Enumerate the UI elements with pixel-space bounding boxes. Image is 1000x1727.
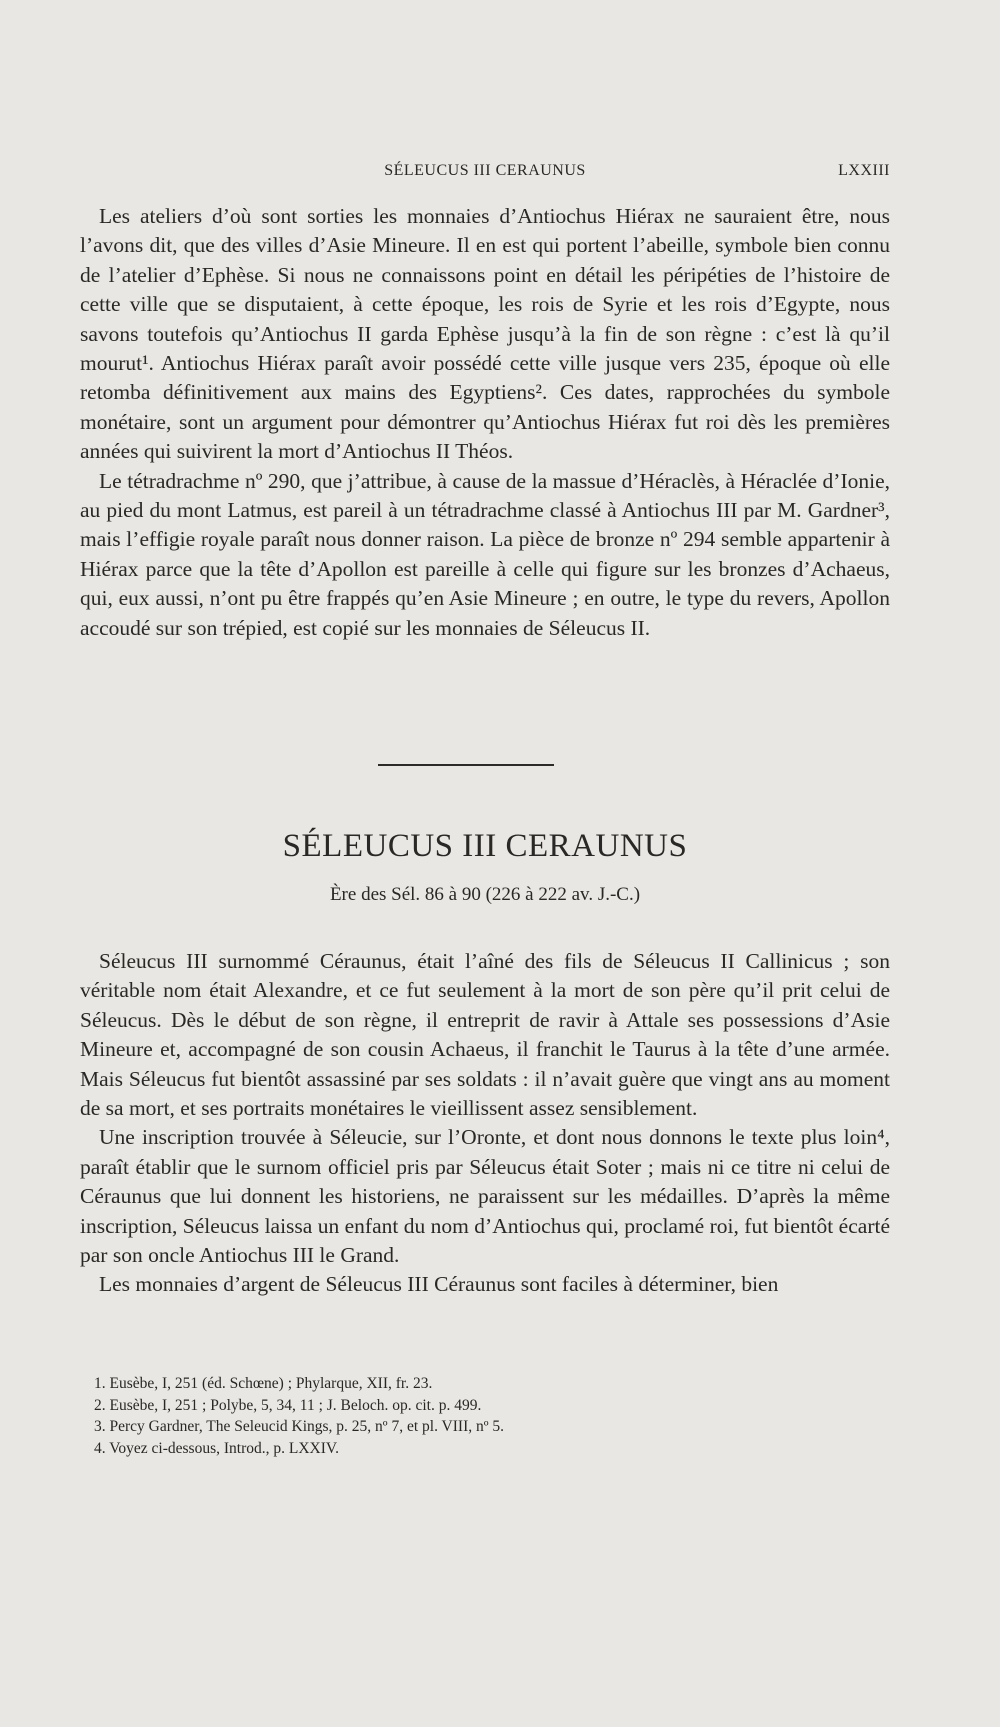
running-head	[80, 162, 890, 186]
footnote: 1. Eusèbe, I, 251 (éd. Schœne) ; Phylarque, XII, fr. 23.	[94, 1375, 433, 1392]
footnote: 3. Percy Gardner, The Seleucid Kings, p. 25, nº 7, et pl. VIII, nº 5.	[94, 1418, 505, 1436]
running-head-title: SÉLEUCUS III CERAUNUS	[384, 162, 586, 179]
page-number: LXXIII	[838, 162, 890, 179]
paragraph: Séleucus III surnommé Céraunus, était l’aîné des fils de Séleucus II Callinicus ; son véritable nom était Alexandre, et ce fut seulement à la mort de son père qu’il prit celui de Séleucus. Dès le début de son règne, il entreprit de ravir à Attale ses possessions d’Asie Mineure et, accompagné de son cousin Achaeus, il franchit le Taurus à la tête d’une armée. Mais Séleucus fut bientôt assassiné par ses soldats : il n’avait guère que vingt ans au moment de sa mort, et ses portraits monétaires le vieillissent assez sensiblement.	[80, 949, 890, 1121]
top-text-block	[80, 202, 890, 643]
footnotes	[94, 1373, 890, 1459]
section-title: SÉLEUCUS III CERAUNUS	[282, 828, 688, 864]
paragraph: Les monnaies d’argent de Séleucus III Céraunus sont faciles à déterminer, bien	[99, 1272, 779, 1297]
paragraph: Le tétradrachme nº 290, que j’attribue, à cause de la massue d’Héraclès, à Héraclée d’Ionie, au pied du mont Latmus, est pareil à un tétradrachme classé à Antiochus III par M. Gardner³, mais l’effigie royale paraît nous donner raison. La pièce de bronze nº 294 semble appartenir à Hiérax parce que la tête d’Apollon est pareille à celle qui figure sur les bronzes d’Achaeus, qui, eux aussi, n’ont pu être frappés qu’en Asie Mineure ; en outre, le type du revers, Apollon accoudé sur son trépied, est copié sur les monnaies de Séleucus II.	[80, 468, 890, 640]
footnote: 2. Eusèbe, I, 251 ; Polybe, 5, 34, 11 ; J. Beloch. op. cit. p. 499.	[94, 1396, 482, 1414]
bottom-text-block	[80, 947, 890, 1300]
section-divider	[378, 764, 554, 766]
section-subtitle: Ère des Sél. 86 à 90 (226 à 222 av. J.-C.)	[329, 884, 641, 905]
paragraph: Une inscription trouvée à Séleucie, sur l’Oronte, et dont nous donnons le texte plus loin⁴, paraît établir que le surnom officiel pris par Séleucus était Soter ; mais ni ce titre ni celui de Céraunus que lui donnent les historiens, ne paraissent sur les médailles. D’après la même inscription, Séleucus laissa un enfant du nom d’Antiochus qui, proclamé roi, fut bientôt écarté par son oncle Antiochus III le Grand.	[80, 1125, 890, 1268]
footnote: 4. Voyez ci-dessous, Introd., p. LXXIV.	[94, 1439, 339, 1457]
paragraph: Les ateliers d’où sont sorties les monnaies d’Antiochus Hiérax ne sauraient être, nous l’avons dit, que des villes d’Asie Mineure. Il en est qui portent l’abeille, symbole bien connu de l’atelier d’Ephèse. Si nous ne connaissons point en détail les péripéties de l’histoire de cette ville que se disputaient, à cette époque, les rois de Syrie et les rois d’Egypte, nous savons toutefois qu’Antiochus II garda Ephèse jusqu’à la fin de son règne : c’est là qu’il mourut¹. Antiochus Hiérax paraît avoir possédé cette ville jusque vers 235, époque où elle retomba définitivement aux mains des Egyptiens². Ces dates, rapprochées du symbole monétaire, sont un argument pour démontrer qu’Antiochus Hiérax fut roi dès les premières années qui suivirent la mort d’Antiochus II Théos.	[80, 204, 890, 464]
